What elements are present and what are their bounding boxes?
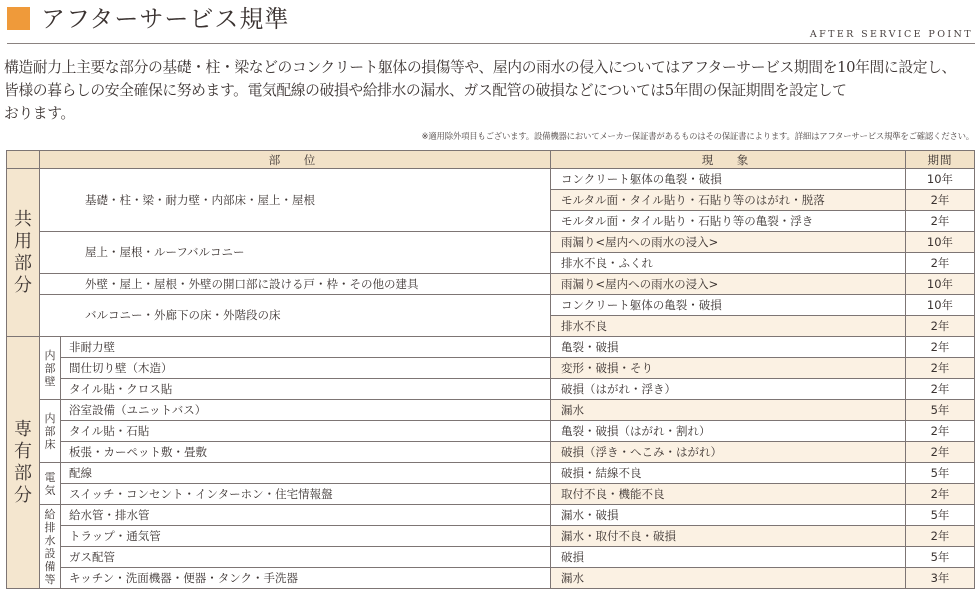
phenomenon-cell: コンクリート躯体の亀裂・破損 <box>551 169 906 190</box>
table-row <box>7 232 975 253</box>
phenomenon-cell: 破損（浮き・へこみ・はがれ） <box>551 442 906 463</box>
part-cell: タイル貼・石貼 <box>61 421 551 442</box>
period-cell: 2年 <box>906 211 975 232</box>
table-row <box>7 169 975 190</box>
period-cell: 2年 <box>906 442 975 463</box>
page-title: アフターサービス規準 <box>41 5 290 33</box>
period-cell: 5年 <box>906 463 975 484</box>
phenomenon-cell: 雨漏り<屋内への雨水の浸入> <box>551 232 906 253</box>
table-row <box>7 274 975 295</box>
period-cell: 2年 <box>906 253 975 274</box>
phenomenon-cell: 雨漏り<屋内への雨水の浸入> <box>551 274 906 295</box>
phenomenon-cell: 破損（はがれ・浮き） <box>551 379 906 400</box>
footnote: ※適用除外項目もございます。設備機器においてメーカー保証書があるものはその保証書によります。詳細はアフターサービス規準をご確認ください。 <box>421 131 974 141</box>
period-cell: 2年 <box>906 358 975 379</box>
part-cell: 非耐力壁 <box>61 337 551 358</box>
period-cell: 2年 <box>906 526 975 547</box>
intro-line: おります。 <box>4 105 75 122</box>
phenomenon-cell: コンクリート躯体の亀裂・破損 <box>551 295 906 316</box>
table-row <box>7 526 975 547</box>
part-cell: 間仕切り壁（木造） <box>61 358 551 379</box>
table-row <box>7 337 975 358</box>
period-cell: 10年 <box>906 274 975 295</box>
after-service-table <box>6 150 975 589</box>
subgroup-label: 内部壁 <box>40 337 61 400</box>
page-subtitle: AFTER SERVICE POINT <box>809 29 973 40</box>
phenomenon-cell: 排水不良・ふくれ <box>551 253 906 274</box>
table-row <box>7 463 975 484</box>
table-row <box>7 379 975 400</box>
phenomenon-cell: 亀裂・破損（はがれ・割れ） <box>551 421 906 442</box>
part-cell: 板張・カーペット敷・畳敷 <box>61 442 551 463</box>
phenomenon-cell: モルタル面・タイル貼り・石貼り等のはがれ・脱落 <box>551 190 906 211</box>
table-row <box>7 442 975 463</box>
table-row <box>7 358 975 379</box>
period-cell: 5年 <box>906 505 975 526</box>
phenomenon-cell: 漏水 <box>551 400 906 421</box>
part-cell: 浴室設備（ユニットバス） <box>61 400 551 421</box>
col-header-period: 期間 <box>906 151 975 169</box>
intro-paragraph <box>4 56 976 125</box>
col-header-phenomenon: 現 象 <box>551 151 906 169</box>
phenomenon-cell: 破損・結線不良 <box>551 463 906 484</box>
section-private-label: 専有部分 <box>7 337 40 589</box>
table-row <box>7 421 975 442</box>
part-cell: トラップ・通気管 <box>61 526 551 547</box>
section-common-label: 共用部分 <box>7 169 40 337</box>
table-row <box>7 295 975 316</box>
table-row <box>7 505 975 526</box>
period-cell: 2年 <box>906 190 975 211</box>
phenomenon-cell: 排水不良 <box>551 316 906 337</box>
table-row <box>7 568 975 589</box>
table-row <box>7 547 975 568</box>
phenomenon-cell: 漏水・取付不良・破損 <box>551 526 906 547</box>
intro-line: 構造耐力上主要な部分の基礎・柱・梁などのコンクリート躯体の損傷等や、屋内の雨水の侵入についてはアフターサービス期間を10年間に設定し、 <box>4 59 956 76</box>
period-cell: 5年 <box>906 400 975 421</box>
period-cell: 10年 <box>906 295 975 316</box>
part-cell: ガス配管 <box>61 547 551 568</box>
part-cell: 給水管・排水管 <box>61 505 551 526</box>
period-cell: 2年 <box>906 316 975 337</box>
phenomenon-cell: 亀裂・破損 <box>551 337 906 358</box>
period-cell: 10年 <box>906 232 975 253</box>
table-header-row <box>7 151 975 169</box>
table-row <box>7 400 975 421</box>
col-header-part: 部 位 <box>40 151 551 169</box>
part-cell: タイル貼・クロス貼 <box>61 379 551 400</box>
period-cell: 2年 <box>906 484 975 505</box>
period-cell: 5年 <box>906 547 975 568</box>
part-cell: 屋上・屋根・ルーフバルコニー <box>40 232 551 274</box>
period-cell: 2年 <box>906 421 975 442</box>
header-corner <box>7 151 40 169</box>
intro-line: 皆様の暮らしの安全確保に努めます。電気配線の破損や給排水の漏水、ガス配管の破損などについては5年間の保証期間を設定して <box>4 82 847 99</box>
part-cell: 基礎・柱・梁・耐力壁・内部床・屋上・屋根 <box>40 169 551 232</box>
part-cell: 配線 <box>61 463 551 484</box>
phenomenon-cell: 変形・破損・そり <box>551 358 906 379</box>
header-divider <box>7 43 975 44</box>
subgroup-label: 電気 <box>40 463 61 505</box>
part-cell: スイッチ・コンセント・インターホン・住宅情報盤 <box>61 484 551 505</box>
phenomenon-cell: 漏水・破損 <box>551 505 906 526</box>
phenomenon-cell: 破損 <box>551 547 906 568</box>
page-header <box>7 4 975 44</box>
phenomenon-cell: モルタル面・タイル貼り・石貼り等の亀裂・浮き <box>551 211 906 232</box>
phenomenon-cell: 取付不良・機能不良 <box>551 484 906 505</box>
phenomenon-cell: 漏水 <box>551 568 906 589</box>
subgroup-label: 内部床 <box>40 400 61 463</box>
period-cell: 2年 <box>906 379 975 400</box>
period-cell: 2年 <box>906 337 975 358</box>
part-cell: 外壁・屋上・屋根・外壁の開口部に設ける戸・枠・その他の建具 <box>40 274 551 295</box>
subgroup-label: 給排水設備等 <box>40 505 61 589</box>
table-row <box>7 484 975 505</box>
period-cell: 3年 <box>906 568 975 589</box>
part-cell: バルコニー・外廊下の床・外階段の床 <box>40 295 551 337</box>
accent-square <box>7 7 30 30</box>
part-cell: キッチン・洗面機器・便器・タンク・手洗器 <box>61 568 551 589</box>
period-cell: 10年 <box>906 169 975 190</box>
